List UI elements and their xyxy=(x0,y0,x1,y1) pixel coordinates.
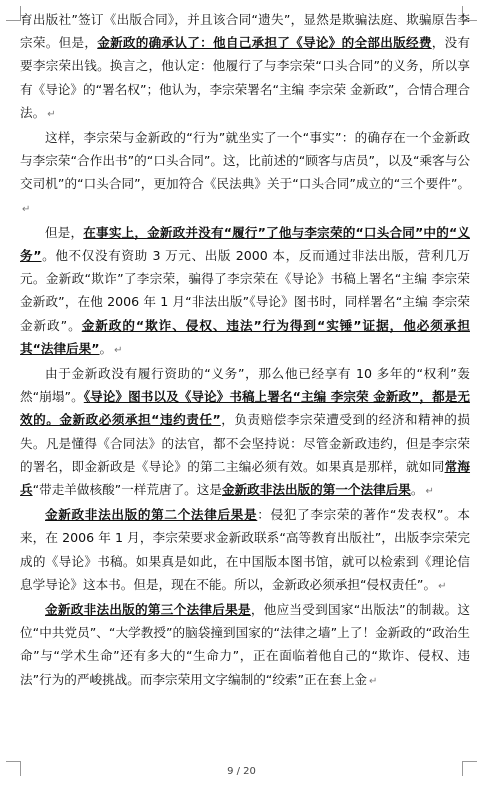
emphasized-text: 在事实上，金新政并没有“履行”了他与李宗荣的“口头合同”中的“义务” xyxy=(20,224,470,264)
text-run: ，没有要李宗荣出钱。换言之，他认定：他履行了与李宗荣“口头合同”的义务，所以享有《导论》的“署名权”；他认为，李宗荣署名“主编 李宗荣 金新政”，合情合理合法。 xyxy=(20,35,471,120)
paragraph-mark-icon: ↵ xyxy=(369,675,378,687)
text-run: ：侵犯了李宗荣的著作“发表权”。本来，在 2006 年 1 月，李宗荣要求金新政联系“高等教育出版社”，出版李宗荣完成的《导论》书稿。如果真是如此，在中国版本图书馆，就可以检索到《理论信息学导论》这本书。但是，现在不能。所以，金新政必须承担“侵权责任”。 xyxy=(20,507,470,592)
text-run: ，他应当受到国家“出版法”的制裁。这位“中共党员”、“大学教授”的脑袋撞到国家的“法律之墙”上了！金新政的“政治生命”与“学术生命”还有多大的“生命力”，正在面临着他自己的“欺诈、侵权、违法”行为的严峻挑战。而李宗荣用文字编制的“绞索”正在套上金 xyxy=(20,602,470,687)
text-run: 。 xyxy=(99,340,113,356)
emphasized-text: 金新政非法出版的第三个法律后果是 xyxy=(45,602,251,618)
text-run: 。他不仅没有资助 3 万元、出版 2000 本，反而通过非法出版，营利几万元。金新政“欺诈”了李宗荣，骗得了李宗荣在《导论》书稿上署名“主编 李宗荣 金新政”，在他 2006 年 1 月“非法出版”《导论》图书时，同样署名“主编 李宗荣 金新政”。 xyxy=(20,248,471,333)
paragraph-mark-icon: ↵ xyxy=(425,486,434,498)
emphasized-text: 常海兵 xyxy=(20,458,471,498)
paragraph-mark-icon: ↵ xyxy=(22,203,31,215)
paragraph xyxy=(20,598,470,693)
paragraph-mark-icon: ↵ xyxy=(47,108,56,120)
page-number: 9 / 20 xyxy=(227,766,256,777)
paragraph xyxy=(20,503,470,598)
text-run: 这样，李宗荣与金新政的“行为”就坐实了一个“事实”：的确存在一个金新政与李宗荣“合作出书”的“口头合同”。这，比前述的“顾客与店员”，以及“乘客与公交司机”的“口头合同”，更加符合《民法典》关于“口头合同”成立的“三个要件”。 xyxy=(20,130,470,192)
emphasized-text: 《导论》图书以及《导论》书稿上署名“主编 李宗荣 金新政”，都是无效的。金新政必须承担“违约责任” xyxy=(20,389,470,428)
emphasized-text: 金新政的确承认了：他自己承担了《导论》的全部出版经费 xyxy=(97,35,432,51)
corner-mark-top-left xyxy=(6,6,21,21)
emphasized-text: 金新政非法出版的第二个法律后果是 xyxy=(45,507,258,523)
text-run: ，负责赔偿李宗荣遭受到的经济和精神的损失。凡是懂得《合同法》的法官，都不会坚持说：尽管金新政违约，但是李宗荣的署名，即金新政是《导论》的第二主编必须有效。如果真是那样，就如同 xyxy=(20,412,471,474)
paragraph xyxy=(20,362,470,503)
text-run: 由于金新政没有履行资助的“义务”，那么他已经享有 10 多年的“权利”轰然“崩塌”。 xyxy=(20,366,470,405)
text-run: 但是， xyxy=(45,224,84,240)
paragraph-mark-icon: ↵ xyxy=(438,580,447,592)
paragraph xyxy=(20,126,470,221)
document-body xyxy=(20,8,470,693)
paragraph xyxy=(20,221,470,362)
text-run: 。 xyxy=(410,482,424,498)
paragraph xyxy=(20,8,470,126)
text-run: “带走羊做核酸”一样荒唐了。这是 xyxy=(32,482,222,498)
text-run: 育出版社”签订《出版合同》，并且该合同“遗失”，显然是欺骗法庭、欺骗原告李宗荣。但是， xyxy=(20,12,470,51)
paragraph-mark-icon: ↵ xyxy=(114,344,123,356)
emphasized-text: 金新政非法出版的第一个法律后果 xyxy=(221,482,411,498)
emphasized-text: 金新政的“欺诈、侵权、违法”行为得到“实锤”证据，他必须承担其“法律后果” xyxy=(20,317,470,356)
